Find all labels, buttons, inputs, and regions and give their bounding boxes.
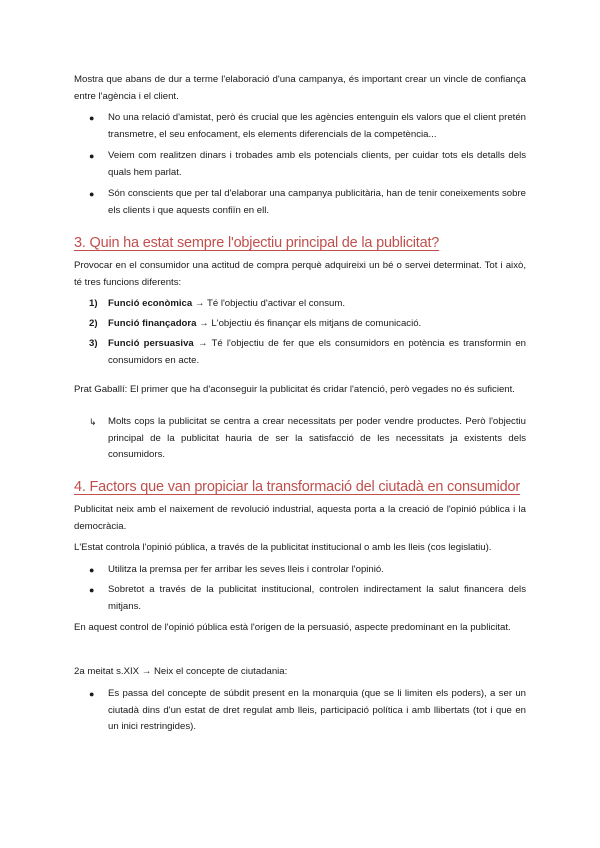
list-number: 3): [89, 338, 98, 349]
list-number: 1): [89, 298, 98, 309]
list-item: [74, 316, 526, 333]
bullet-icon: ●: [89, 585, 95, 595]
function-desc: → Té l'objectiu de fer que els consumidors en potència es transformin en consumidors en acte.: [108, 338, 526, 366]
list-item-text: Veiem com realitzen dinars i trobades amb els potencials clients, per cuidar tots els detalls dels quals hem parlat.: [108, 150, 526, 178]
bullet-icon: ●: [89, 113, 95, 123]
section-3-intro: [74, 258, 526, 291]
list-item: [74, 336, 526, 369]
list-item-text: Es passa del concepte de súbdit present en la monarquia (que se li limiten els poders), a ser un ciutadà dins d'un estat de dret regulat amb lleis, participació política i amb llibertats (tot i que en un inici restringides).: [108, 688, 526, 732]
list-item-text: Són conscients que per tal d'elaborar una campanya publicitària, han de tenir coneixements sobre els clients i que aquests confiïn en ell.: [108, 188, 526, 216]
intro-block: [74, 72, 526, 105]
section-4-heading: 4. Factors que van propiciar la transformació del ciutadà en consumidor: [74, 479, 521, 495]
bullet-icon: ●: [89, 565, 95, 575]
section-4-p1: [74, 502, 526, 535]
list-item: [74, 562, 526, 579]
return-arrow-icon: ↳: [89, 417, 97, 427]
list-item: [74, 414, 526, 464]
section-4-p3: [74, 620, 526, 637]
paragraph: L'Estat controla l'opinió pública, a través de la publicitat institucional o amb les lleis (cos legislatiu).: [74, 542, 492, 553]
function-desc: → L'objectiu és finançar els mitjans de comunicació.: [196, 318, 422, 329]
list-item: [74, 582, 526, 615]
bullet-icon: ●: [89, 151, 95, 161]
list-item: [74, 110, 526, 143]
function-name: Funció finançadora: [108, 318, 197, 329]
bullet-icon: ●: [89, 689, 95, 699]
list-item-text: No una relació d'amistat, però és crucial que les agències entenguin els valors que el client pretén transmetre, el seu enfocament, els elements diferencials de la competència...: [108, 112, 526, 140]
list-item: [74, 148, 526, 181]
list-item-text: Molts cops la publicitat se centra a crear necessitats per poder vendre productes. Però l'objectiu principal de la publicitat hauria de ser la satisfacció de les necessitats ja existents dels consumidors.: [108, 416, 526, 460]
list-item-text: Utilitza la premsa per fer arribar les seves lleis i controlar l'opinió.: [108, 564, 384, 575]
list-item: [74, 296, 526, 313]
function-desc: → Té l'objectiu d'activar el consum.: [192, 298, 346, 309]
function-name: Funció persuasiva: [108, 338, 194, 349]
list-item-text: Sobretot a través de la publicitat institucional, controlen indirectament la salut financera dels mitjans.: [108, 584, 526, 612]
section-4-p4: [74, 664, 526, 681]
intro-paragraph: Mostra que abans de dur a terme l'elaboració d'una campanya, és important crear un vincle de confiança entre l'agència i el client.: [74, 74, 526, 102]
quote-block: [74, 382, 526, 399]
quote-paragraph: Prat Gaballí: El primer que ha d'aconseguir la publicitat és cridar l'atenció, però vegades no és suficient.: [74, 384, 515, 395]
list-item: [74, 686, 526, 736]
paragraph: En aquest control de l'opinió pública està l'origen de la persuasió, aspecte predominant en la publicitat.: [74, 622, 511, 633]
section-3-intro-text: Provocar en el consumidor una actitud de compra perquè adquireixi un bé o servei determinat. Tot i això, té tres funcions diferents:: [74, 260, 526, 288]
paragraph: Publicitat neix amb el naixement de revolució industrial, aquesta porta a la creació de l'opinió pública i la democràcia.: [74, 504, 526, 532]
bullet-icon: ●: [89, 189, 95, 199]
section-4-p2: [74, 540, 526, 557]
list-item: [74, 186, 526, 219]
section-3-heading: 3. Quin ha estat sempre l'objectiu principal de la publicitat?: [74, 235, 440, 251]
paragraph: 2a meitat s.XIX → Neix el concepte de ciutadania:: [74, 666, 288, 677]
list-number: 2): [89, 318, 98, 329]
function-name: Funció econòmica: [108, 298, 193, 309]
